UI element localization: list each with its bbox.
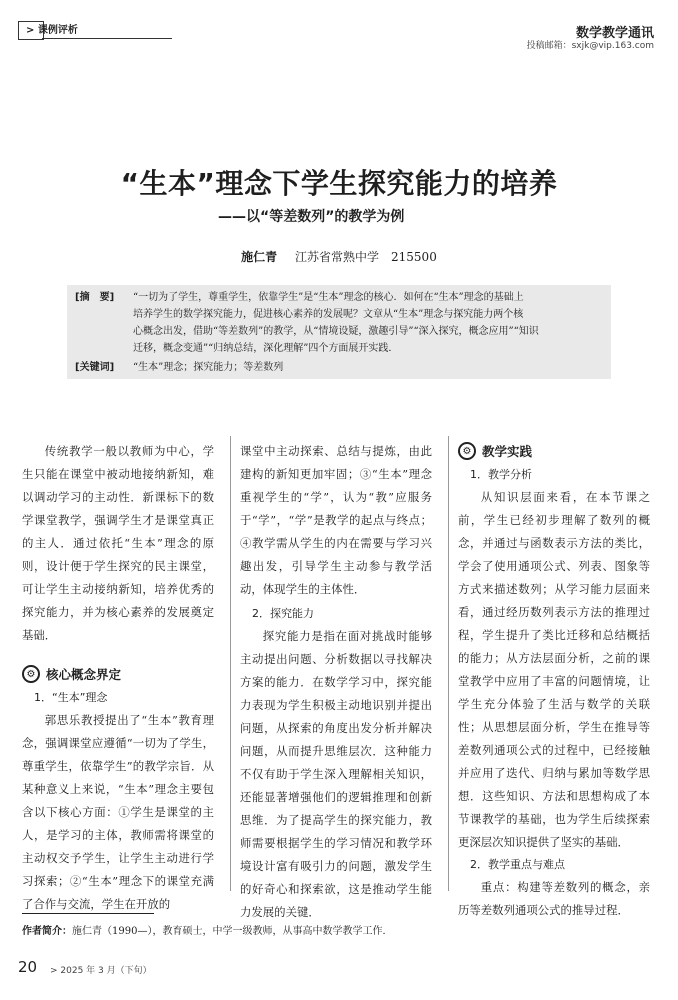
column-1 bbox=[22, 440, 214, 916]
author-affiliation: 江苏省常熟中学 215500 bbox=[295, 250, 437, 264]
article-subtitle: ——以“等差数列”的教学为例 bbox=[218, 209, 405, 225]
author-bio-label: 作者简介： bbox=[22, 926, 72, 937]
author-name: 施仁青 bbox=[241, 250, 278, 264]
keywords-label: [关键词] bbox=[75, 362, 115, 373]
column-3 bbox=[458, 438, 650, 922]
journal-name: 数学教学通讯 bbox=[575, 26, 654, 41]
author-bio bbox=[22, 922, 392, 937]
column-2 bbox=[240, 440, 432, 924]
subsection-heading: 1．“生本”理念 bbox=[34, 691, 108, 704]
body-paragraph: 探究能力是指在面对挑战时能够主动提出问题、分析数据以寻找解决方案的能力．在数学学习中，探究能力表现为学生积极主动地识别并提出问题，从探索的角度出发分析并解决问题，从而提升思维层次．这种能力不仅有助于学生深入理解相关知识，还能显著增强他们的逻辑推理和创新思维．为了提高学生的探究能力，教师需要根据学生的学习情况和教学环境设计富有吸引力的问题，激发学生的好奇心和探索欲，这是推动学生能力发展的关键． bbox=[240, 629, 432, 919]
subsection-heading: 2．探究能力 bbox=[252, 607, 314, 620]
intro-paragraph: 传统教学一般以教师为中心，学生只能在课堂中被动地接纳新知，难以调动学习的主动性．新课标下的数学课堂教学，强调学生才是课堂真正的主人．通过依托“生本”理念的原则，设计便于学生探究的民主课堂，可让学生主动接纳新知，培养优秀的探究能力，并为核心素养的发展奠定基础． bbox=[22, 444, 214, 642]
section-icon: ⚙ bbox=[22, 665, 40, 683]
body-paragraph: 重点：构建等差数列的概念，亲历等差数列通项公式的推导过程． bbox=[458, 880, 650, 917]
section-heading bbox=[458, 438, 650, 464]
section-heading bbox=[22, 661, 214, 687]
journal-email: 投稿邮箱：sxjk@vip.163.com bbox=[526, 41, 654, 51]
author-bio-text: 施仁青（1990—），教育硕士，中学一级教师，从事高中数学教学工作． bbox=[72, 926, 393, 937]
body-paragraph: 课堂中主动探索、总结与提炼，由此建构的新知更加牢固；③“生本”理念重视学生的“学”，认为“教”应服务于“学”，“学”是教学的起点与终点；④教学需从学生的内在需要与学习兴趣出发，引导学生主动参与教学活动，体现学生的主体性． bbox=[240, 444, 432, 596]
abstract-line: 迁移，概念变通”“归纳总结，深化理解”四个方面展开实践． bbox=[133, 343, 399, 354]
abstract-line: “一切为了学生，尊重学生，依靠学生”是“生本”理念的核心．如何在“生本”理念的基础上 bbox=[133, 292, 524, 303]
issue-date: > 2025 年 3 月（下旬） bbox=[50, 966, 152, 976]
column-divider bbox=[230, 436, 231, 891]
abstract-label: [摘 要] bbox=[75, 292, 115, 303]
section-tag-label: > 课例评析 bbox=[26, 25, 78, 36]
column-divider bbox=[448, 436, 449, 891]
author-line bbox=[0, 248, 678, 265]
page-number: 20 bbox=[18, 958, 38, 976]
section-icon: ⚙ bbox=[458, 442, 476, 460]
subsection-heading: 2．教学重点与难点 bbox=[470, 858, 565, 871]
body-paragraph: 郭思乐教授提出了“生本”教育理念，强调课堂应遵循“一切为了学生，尊重学生，依靠学生”的教学宗旨．从某种意义上来说，“生本”理念主要包含以下核心方面：①学生是课堂的主人，是学习的主体，教师需将课堂的主动权交予学生，让学生主动进行学习探索；②“生本”理念下的课堂充满了合作与交流，学生在开放的 bbox=[22, 713, 214, 911]
section-title: 核心概念界定 bbox=[46, 666, 122, 682]
tag-underline bbox=[42, 38, 172, 39]
keywords-text: “生本”理念；探究能力；等差数列 bbox=[133, 362, 284, 373]
section-tag bbox=[18, 18, 168, 40]
article-title: “生本”理念下学生探究能力的培养 bbox=[120, 167, 558, 200]
section-title: 教学实践 bbox=[482, 443, 533, 459]
abstract-line: 培养学生的数学探究能力，促进核心素养的发展呢？文章从“生本”理念与探究能力两个核 bbox=[133, 309, 524, 320]
abstract-text bbox=[133, 289, 601, 357]
footnote-rule bbox=[22, 913, 154, 914]
body-paragraph: 从知识层面来看，在本节课之前，学生已经初步理解了数列的概念，并通过与函数表示方法的类比，学会了使用通项公式、列表、图象等方式来描述数列；从学习能力层面来看，通过经历数列表示方法的推理过程，学生提升了类比迁移和总结概括的能力；从方法层面分析，之前的课堂教学中应用了丰富的问题情境，让学生充分体验了生活与数学的关联性；从思想层面分析，学生在推导等差数列通项公式的过程中，已经接触并应用了迭代、归纳与累加等数学思想．这些知识、方法和思想构成了本节课教学的基础，也为学生后续探索更深层次知识提供了坚实的基础． bbox=[458, 490, 650, 849]
abstract-line: 心概念出发，借助“等差数列”的教学，从“情境设疑，激趣引导”“深入探究，概念应用”“知识 bbox=[133, 326, 539, 337]
subsection-heading: 1．教学分析 bbox=[470, 468, 532, 481]
abstract-box bbox=[67, 285, 611, 379]
